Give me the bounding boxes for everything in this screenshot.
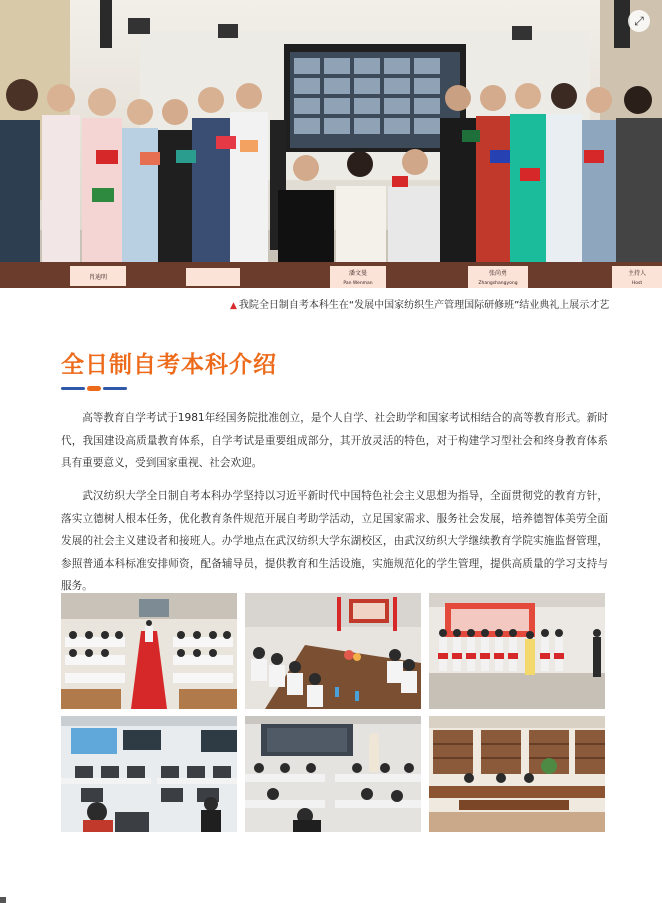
nameplate-4: 主持人	[627, 270, 647, 277]
intro-paragraph-1: 高等教育自学考试于1981年经国务院批准创立，是个人自学、社会助学和国家考试相结合的高等教育形式。新时代，我国建设高质量教育体系，自学考试是重要组成部分，其开放灵活的特色，对于构建学习型社会和终身教育体系具有重要意义，受到国家重视、社会欢迎。	[61, 412, 608, 469]
hero-photo	[0, 0, 662, 288]
section-title: 全日制自考本科介绍	[61, 352, 277, 378]
nameplate-3-en: Zhangshangyong	[478, 281, 518, 286]
photo-meeting-room	[245, 593, 421, 709]
caption-text: 我院全日制自考本科生在“发展中国家纺织生产管理国际研修班”结业典礼上展示才艺	[238, 300, 610, 311]
nameplate-2-en: Pan Wenman	[343, 281, 373, 286]
page-corner-mark	[0, 897, 6, 903]
red-triangle-icon: ▲	[230, 301, 237, 311]
photo-design-studio	[245, 716, 421, 832]
expand-icon[interactable]: ⤢	[628, 10, 650, 32]
photo-caption	[230, 296, 650, 311]
title-underline	[61, 386, 127, 391]
nameplate-4-en: Host	[631, 281, 643, 286]
intro-paragraph-2: 武汉纺织大学全日制自考本科办学坚持以习近平新时代中国特色社会主义思想为指导，全面贯彻党的教育方针，落实立德树人根本任务，优化教育条件规范开展自考助学活动，立足国家需求、服务社会发展，培养德智体美劳全面发展的社会主义建设者和接班人。办学地点在武汉纺织大学东湖校区，由武汉纺织大学继续教育学院实施监督管理，参照普通本科标准安排师资，配备辅导员，提供教育和生活设施，实施规范化的学生管理，提供高质量的学习支持与服务。	[61, 490, 608, 592]
nameplate-2: 潘文曼	[348, 270, 368, 277]
photo-performance	[429, 593, 605, 709]
photo-reading-room	[429, 716, 605, 832]
nameplate-3: 张尚勇	[488, 270, 508, 277]
photo-graduation-hall	[61, 593, 237, 709]
photo-computer-lab	[61, 716, 237, 832]
nameplate-1: 肖迪明	[88, 274, 108, 281]
hero-photo-illustration	[0, 0, 662, 288]
